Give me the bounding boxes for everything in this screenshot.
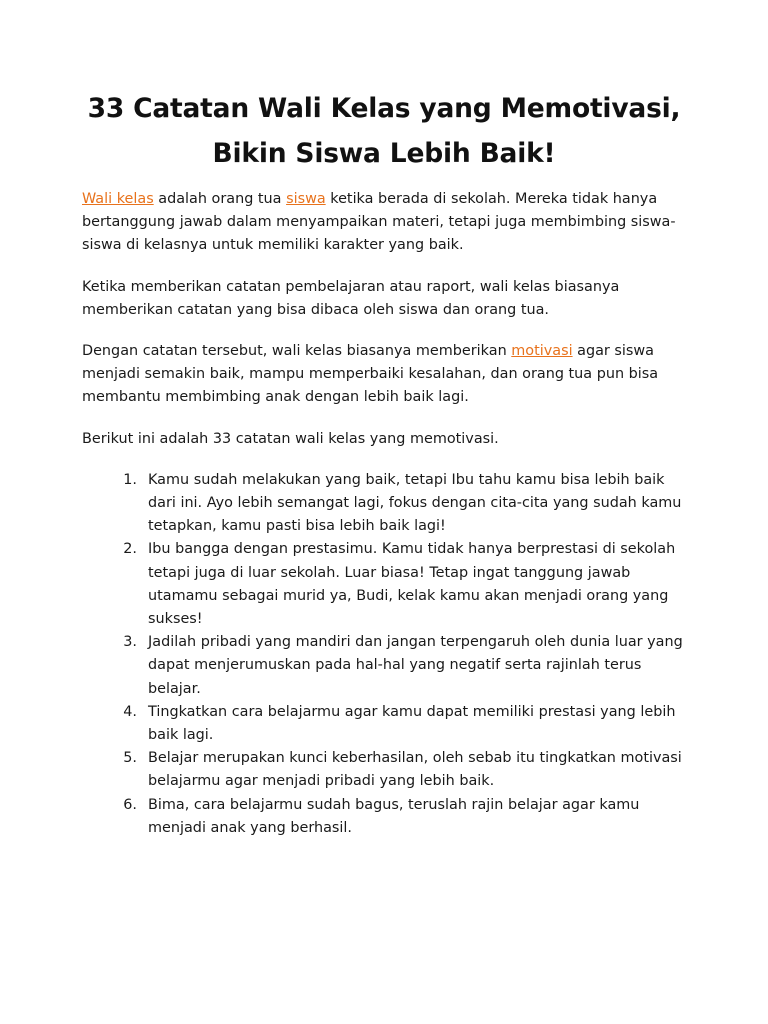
article-body — [82, 188, 692, 840]
intro-text-2: ketika berada di sekolah. Mereka tidak hanya bertanggung jawab dalam menyampaikan materi, tetapi juga membimbing siswa-siswa di kelasnya untuk memiliki karakter yang baik. — [82, 191, 676, 254]
list-item — [82, 469, 692, 539]
wali-kelas-link[interactable]: Wali kelas — [82, 191, 154, 207]
list-item-number: 3. — [123, 634, 137, 651]
list-item-number: 6. — [123, 796, 137, 813]
page-title: 33 Catatan Wali Kelas yang Memotivasi, Bikin Siswa Lebih Baik! — [87, 93, 681, 169]
list-item — [82, 747, 692, 793]
list-item-text: Belajar merupakan kunci keberhasilan, oleh sebab itu tingkatkan motivasi belajarmu agar menjadi pribadi yang lebih baik. — [148, 750, 682, 790]
motivasi-text-1: Dengan catatan tersebut, wali kelas biasanya memberikan — [82, 343, 512, 360]
siswa-link[interactable]: siswa — [286, 191, 326, 207]
motivasi-paragraph — [82, 340, 692, 410]
list-intro-paragraph: Berikut ini adalah 33 catatan wali kelas yang memotivasi. — [82, 430, 499, 447]
list-item-text: Jadilah pribadi yang mandiri dan jangan terpengaruh oleh dunia luar yang dapat menjerumuskan pada hal-hal yang negatif serta rajinlah terus belajar. — [148, 634, 683, 697]
list-item-number: 5. — [123, 750, 137, 767]
list-item-number: 4. — [123, 703, 137, 720]
list-item-text: Bima, cara belajarmu sudah bagus, teruslah rajin belajar agar kamu menjadi anak yang berhasil. — [148, 796, 640, 836]
motivasi-link[interactable]: motivasi — [511, 343, 573, 360]
list-item — [82, 631, 692, 701]
list-item-text: Ibu bangga dengan prestasimu. Kamu tidak hanya berprestasi di sekolah tetapi juga di luar sekolah. Luar biasa! Tetap ingat tanggung jawab utamamu sebagai murid ya, Budi, kelak kamu akan menjadi orang yang sukses! — [148, 541, 676, 628]
notes-list — [82, 469, 692, 840]
raport-paragraph: Ketika memberikan catatan pembelajaran atau raport, wali kelas biasanya memberikan catatan yang bisa dibaca oleh siswa dan orang tua. — [82, 278, 620, 318]
list-item-text: Kamu sudah melakukan yang baik, tetapi Ibu tahu kamu bisa lebih baik dari ini. Ayo lebih semangat lagi, fokus dengan cita-cita yang sudah kamu tetapkan, kamu pasti bisa lebih baik lagi! — [148, 471, 682, 535]
list-item-number: 1. — [123, 471, 137, 488]
list-item-text: Tingkatkan cara belajarmu agar kamu dapat memiliki prestasi yang lebih baik lagi. — [148, 703, 676, 744]
list-item-number: 2. — [123, 541, 137, 558]
list-item — [82, 794, 692, 840]
list-item — [82, 701, 692, 747]
intro-paragraph — [82, 188, 692, 258]
motivasi-text-2: agar siswa menjadi semakin baik, mampu memperbaiki kesalahan, dan orang tua pun bisa membantu membimbing anak dengan lebih baik lagi. — [82, 343, 659, 406]
list-item — [82, 538, 692, 631]
intro-text-1: adalah orang tua — [153, 191, 287, 207]
